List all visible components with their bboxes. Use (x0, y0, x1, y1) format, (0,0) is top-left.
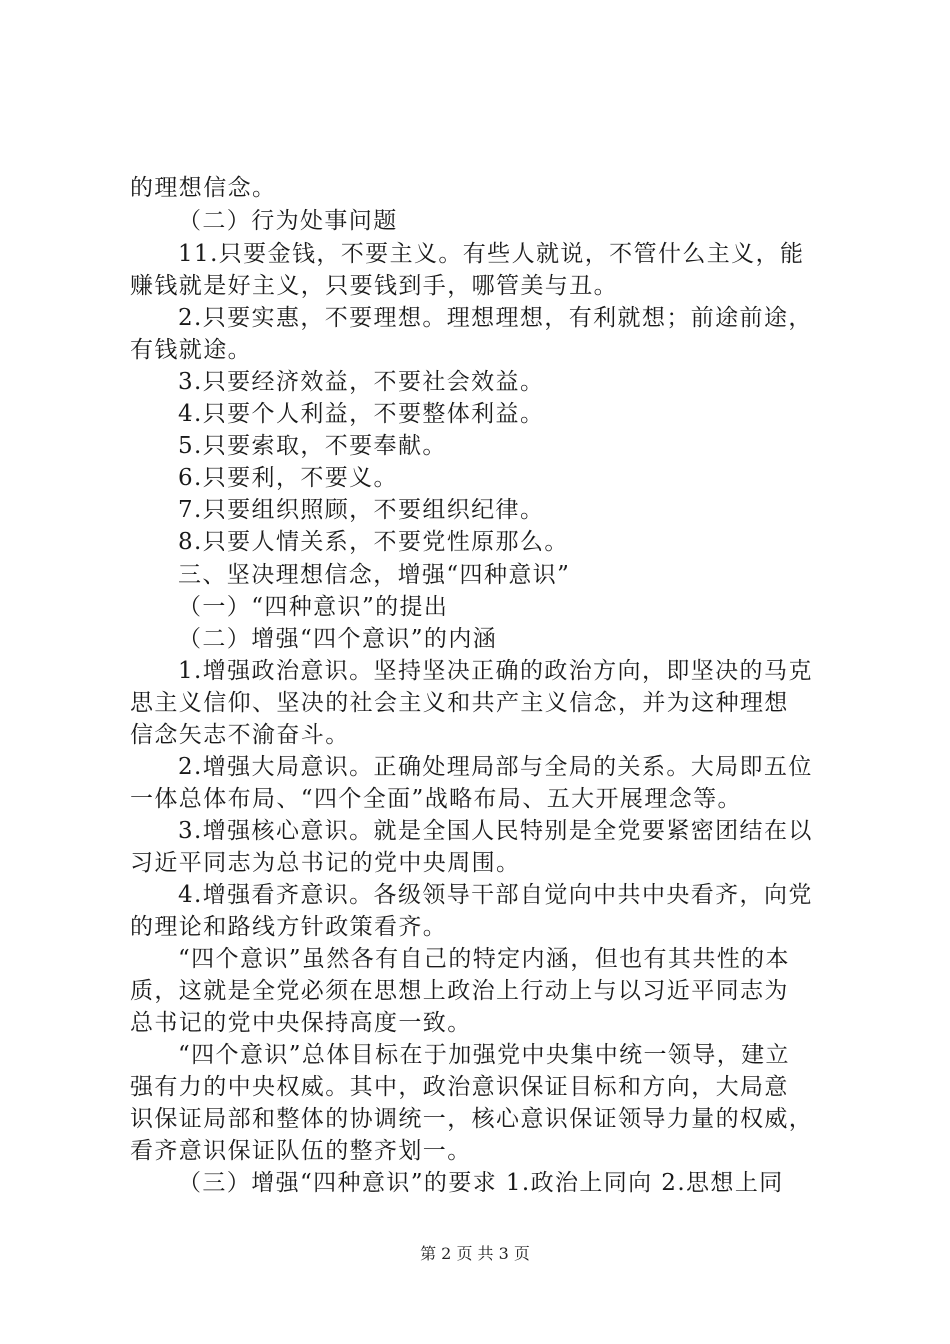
text-line: 强有力的中央权威。其中，政治意识保证目标和方向，大局意 (130, 1074, 789, 1100)
text-line: 2.增强大局意识。正确处理局部与全局的关系。大局即五位 (178, 754, 813, 780)
text-line: 8.只要人情关系，不要党性原那么。 (178, 529, 569, 555)
page-footer: 第 2 页 共 3 页 (420, 1244, 530, 1263)
text-line: 看齐意识保证队伍的整齐划一。 (130, 1138, 472, 1164)
text-line: 有钱就途。 (130, 337, 252, 363)
text-line: 思主义信仰、坚决的社会主义和共产主义信念，并为这种理想 (130, 690, 789, 716)
text-line: 1.增强政治意识。坚持坚决正确的政治方向，即坚决的马克 (178, 658, 813, 684)
text-line: “四个意识”虽然各有自己的特定内涵，但也有其共性的本 (178, 946, 790, 972)
text-line: 质，这就是全党必须在思想上政治上行动上与以习近平同志为 (130, 978, 789, 1004)
text-line: 识保证局部和整体的协调统一，核心意识保证领导力量的权威， (130, 1106, 814, 1132)
text-line: 2.只要实惠，不要理想。理想理想，有利就想；前途前途， (178, 305, 813, 331)
text-line: 的理想信念。 (130, 175, 277, 201)
text-line: 总书记的党中央保持高度一致。 (130, 1010, 472, 1036)
text-line: 一体总体布局、“四个全面”战略布局、五大开展理念等。 (130, 786, 742, 812)
section-heading: （三）增强“四种意识”的要求 1.政治上同向 2.思想上同 (178, 1170, 784, 1196)
text-line: 4.只要个人利益，不要整体利益。 (178, 401, 545, 427)
section-heading: 三、坚决理想信念，增强“四种意识” (178, 562, 571, 588)
text-line: “四个意识”总体目标在于加强党中央集中统一领导，建立 (178, 1042, 790, 1068)
section-heading: （一）“四种意识”的提出 (178, 594, 449, 620)
text-line: 习近平同志为总书记的党中央周围。 (130, 850, 521, 876)
text-line: 3.增强核心意识。就是全国人民特别是全党要紧密团结在以 (178, 818, 813, 844)
section-heading: （二）行为处事问题 (178, 208, 398, 234)
text-line: 的理论和路线方针政策看齐。 (130, 914, 448, 940)
text-line: 信念矢志不渝奋斗。 (130, 722, 350, 748)
text-line: 6.只要利，不要义。 (178, 465, 398, 491)
text-line: 7.只要组织照顾，不要组织纪律。 (178, 497, 545, 523)
section-heading: （二）增强“四个意识”的内涵 (178, 626, 498, 652)
text-line: 5.只要索取，不要奉献。 (178, 433, 447, 459)
text-line: 11.只要金钱，不要主义。有些人就说，不管什么主义，能 (178, 241, 805, 267)
text-line: 4.增强看齐意识。各级领导干部自觉向中共中央看齐，向党 (178, 882, 813, 908)
text-line: 赚钱就是好主义，只要钱到手，哪管美与丑。 (130, 273, 618, 299)
text-line: 3.只要经济效益，不要社会效益。 (178, 369, 545, 395)
